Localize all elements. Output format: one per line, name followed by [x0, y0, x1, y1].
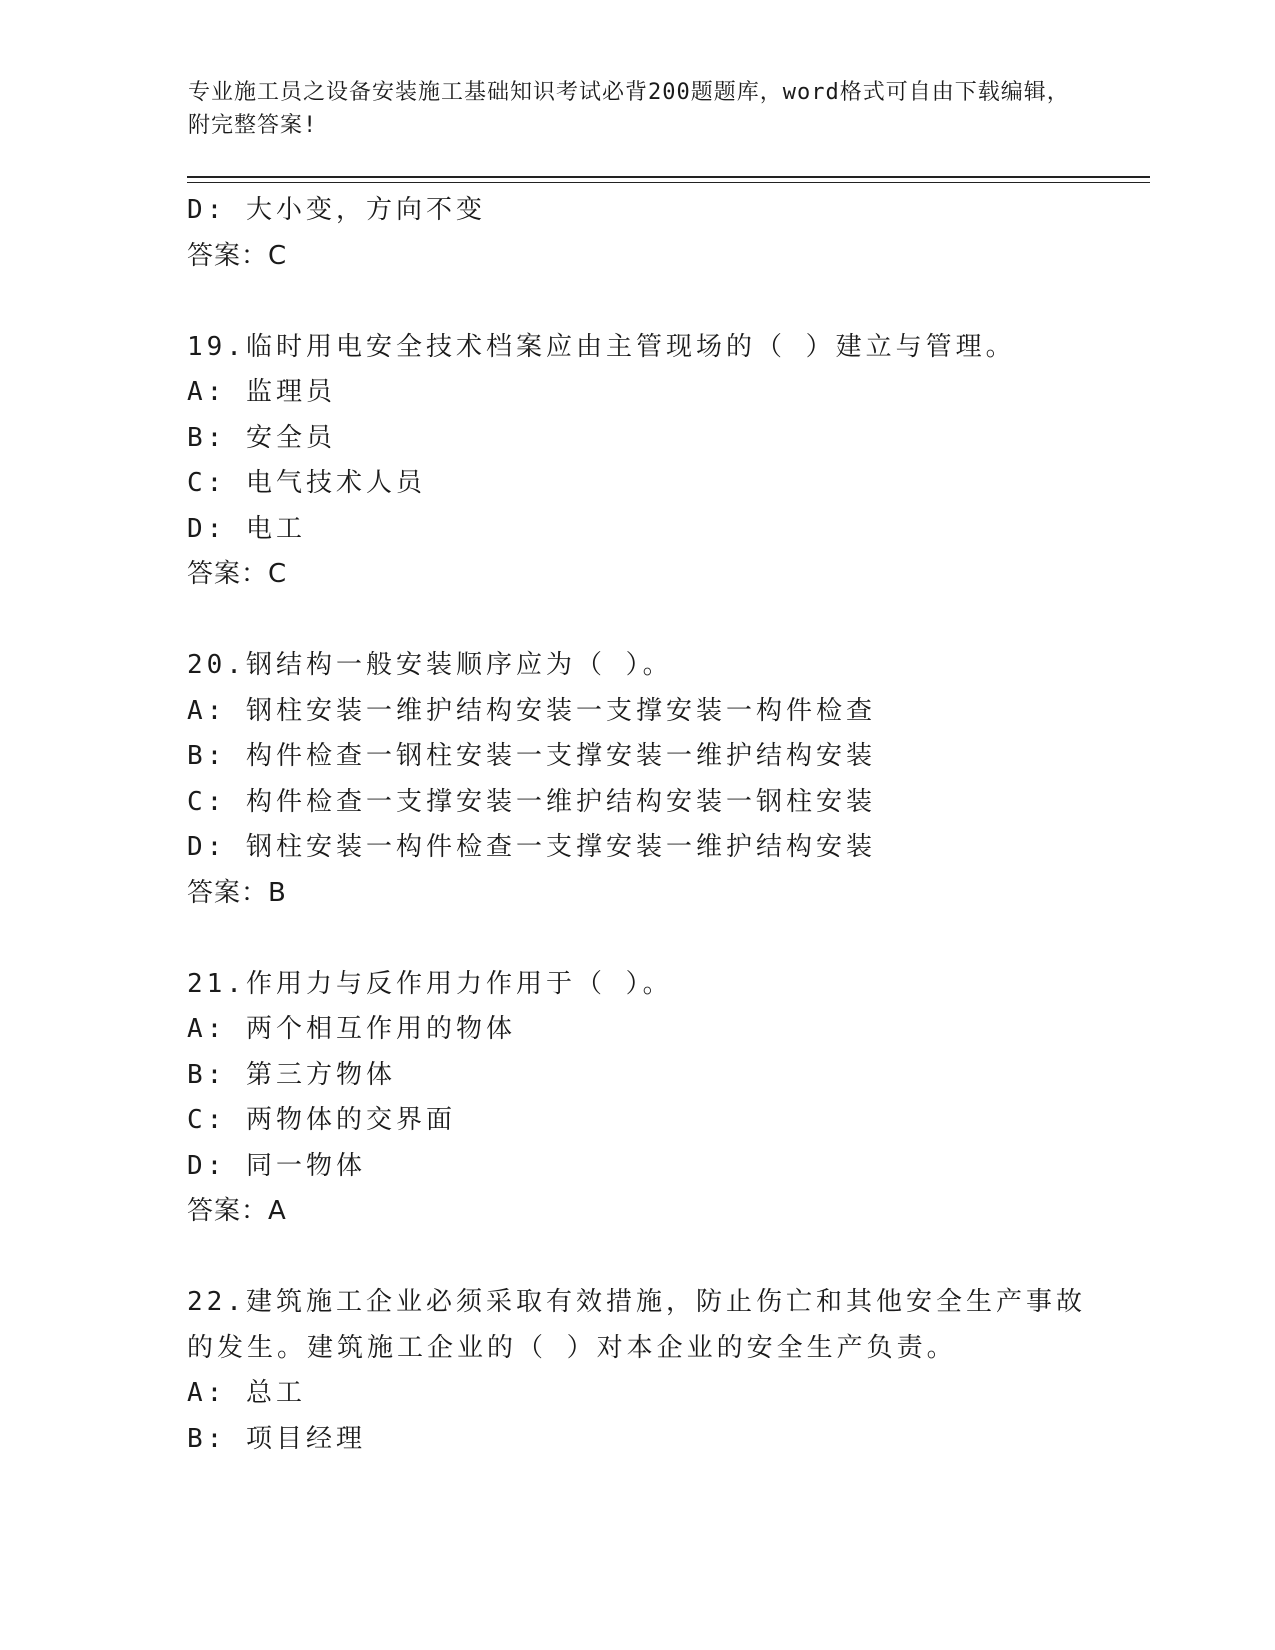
option-d: D: 电工: [187, 513, 306, 544]
header-divider-thin: [187, 182, 1150, 183]
option-c: C: 电气技术人员: [187, 468, 426, 498]
prev-option-d: D: 大小变，方向不变: [187, 195, 486, 225]
prev-answer: 答案：C: [187, 240, 288, 271]
option-a: A: 两个相互作用的物体: [187, 1014, 516, 1044]
option-b: B: 第三方物体: [187, 1059, 396, 1090]
answer: 答案：C: [187, 559, 288, 589]
option-c: C: 构件检查一支撑安装一维护结构安装一钢柱安装: [187, 786, 876, 817]
option-a: A: 钢柱安装一维护结构安装一支撑安装一构件检查: [187, 695, 876, 726]
header-title: 专业施工员之设备安装施工基础知识考试必背200题题库，word格式可自由下载编辑，附完整答案!: [188, 80, 1070, 138]
question-stem: 21.作用力与反作用力作用于（ ）。: [187, 968, 673, 999]
question-stem: 19.临时用电安全技术档案应由主管现场的（ ）建立与管理。: [187, 331, 1016, 362]
question-stem: 22.建筑施工企业必须采取有效措施，防止伤亡和其他安全生产事故的发生。建筑施工企业的（ ）对本企业的安全生产负责。: [187, 1287, 1086, 1363]
option-d: D: 同一物体: [187, 1150, 366, 1181]
question-stem: 20.钢结构一般安装顺序应为（ ）。: [187, 650, 673, 680]
question-22: [187, 1280, 1087, 1462]
question-20: [187, 643, 1087, 916]
option-b: B: 项目经理: [187, 1423, 366, 1454]
option-b: B: 构件检查一钢柱安装一支撑安装一维护结构安装: [187, 741, 876, 771]
option-a: A: 总工: [187, 1378, 306, 1408]
header-divider: [187, 176, 1150, 178]
question-list: [187, 188, 1087, 1462]
option-d: D: 钢柱安装一构件检查一支撑安装一维护结构安装: [187, 832, 876, 862]
question-21: [187, 962, 1087, 1235]
answer: 答案：A: [187, 1196, 287, 1226]
question-19: [187, 325, 1087, 598]
option-c: C: 两物体的交界面: [187, 1105, 456, 1135]
option-a: A: 监理员: [187, 377, 336, 407]
answer: 答案：B: [187, 877, 287, 908]
option-b: B: 安全员: [187, 422, 336, 453]
page-header: [188, 76, 1088, 142]
